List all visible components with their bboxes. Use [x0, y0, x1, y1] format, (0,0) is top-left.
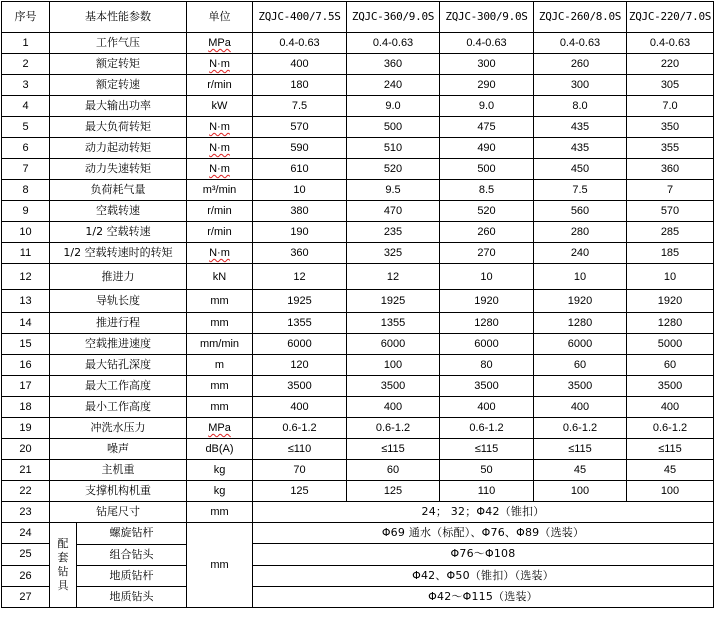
row-unit: [187, 33, 253, 54]
row-index: 6: [2, 138, 50, 159]
row-value: 0.6-1.2: [347, 418, 440, 439]
table-row: [2, 75, 714, 96]
row-value: 500: [440, 159, 534, 180]
table-row: [2, 201, 714, 222]
row-value: 400: [253, 54, 347, 75]
row-index: 16: [2, 355, 50, 376]
row-unit-text: r/min: [207, 79, 232, 91]
row-index: 7: [2, 159, 50, 180]
row-value: 0.4-0.63: [627, 33, 714, 54]
row-unit-text: N·m: [209, 247, 230, 259]
row-value: 570: [253, 117, 347, 138]
table-row: [2, 334, 714, 355]
row-value: 8.0: [534, 96, 627, 117]
row-value: 60: [347, 460, 440, 481]
tooling-item-name: 螺旋钻杆: [77, 523, 186, 544]
row-value: 300: [534, 75, 627, 96]
table-row: [2, 138, 714, 159]
row-value: 610: [253, 159, 347, 180]
row-value: 305: [627, 75, 714, 96]
row-value: 3500: [627, 376, 714, 397]
header-model: ZQJC-400/7.5S: [253, 2, 347, 33]
row-index: 27: [2, 586, 50, 607]
row-value: 435: [534, 138, 627, 159]
row-param: 负荷耗气量: [50, 180, 187, 201]
row-unit: [187, 96, 253, 117]
row-value: 6000: [534, 334, 627, 355]
row-unit-text: kN: [212, 270, 227, 283]
row-value: 5000: [627, 334, 714, 355]
row-index: 12: [2, 264, 50, 290]
row-index: 18: [2, 397, 50, 418]
row-span-value: 24； 32；Φ42（锥扣）: [253, 502, 714, 523]
row-value: 570: [627, 201, 714, 222]
row-unit: [187, 138, 253, 159]
row-value: 290: [440, 75, 534, 96]
row-unit-text: mm: [210, 401, 229, 413]
row-unit: [187, 376, 253, 397]
row-param: 1/2 空载转速: [50, 222, 187, 243]
row-value: 3500: [440, 376, 534, 397]
row-unit: [187, 355, 253, 376]
row-unit-text: mm: [210, 295, 229, 307]
row-value: ≤115: [534, 439, 627, 460]
row-value: 8.5: [440, 180, 534, 201]
row-value: 500: [347, 117, 440, 138]
row-value: 7: [627, 180, 714, 201]
row-value: 520: [347, 159, 440, 180]
row-value: 0.6-1.2: [440, 418, 534, 439]
row-value: 285: [627, 222, 714, 243]
row-value: 1355: [253, 313, 347, 334]
row-value: 3500: [534, 376, 627, 397]
row-unit: [187, 334, 253, 355]
row-value: 1355: [347, 313, 440, 334]
tooling-item-name: 组合钻头: [77, 544, 186, 565]
row-value: 6000: [440, 334, 534, 355]
row-index: 9: [2, 201, 50, 222]
row-value: 490: [440, 138, 534, 159]
row-value: 7.0: [627, 96, 714, 117]
row-value: 355: [627, 138, 714, 159]
row-value: 1920: [534, 290, 627, 313]
tooling-label-text: 配套钻具: [57, 537, 69, 592]
row-value: 185: [627, 243, 714, 264]
row-unit-text: MPa: [208, 422, 231, 434]
row-index: 2: [2, 54, 50, 75]
table-row: [2, 502, 714, 523]
row-unit: [187, 313, 253, 334]
table-row: [2, 180, 714, 201]
header-model: ZQJC-260/8.0S: [534, 2, 627, 33]
row-value: 60: [534, 355, 627, 376]
row-value: 1280: [534, 313, 627, 334]
row-param: 冲洗水压力: [50, 418, 187, 439]
table-row: [2, 397, 714, 418]
row-value: 400: [534, 397, 627, 418]
row-value: 100: [347, 355, 440, 376]
tooling-names: [77, 523, 187, 607]
header-model: ZQJC-360/9.0S: [347, 2, 440, 33]
row-unit: [187, 481, 253, 502]
row-value: 240: [347, 75, 440, 96]
row-index: 5: [2, 117, 50, 138]
row-value: 125: [253, 481, 347, 502]
row-index: 20: [2, 439, 50, 460]
row-value: 100: [627, 481, 714, 502]
row-unit: mm: [187, 502, 253, 523]
table-row: [2, 222, 714, 243]
row-param: 导轨长度: [50, 290, 187, 313]
row-unit-text: N·m: [209, 142, 230, 154]
row-value: 10: [440, 264, 534, 290]
row-unit-text: kg: [213, 464, 226, 476]
row-index: 15: [2, 334, 50, 355]
row-unit-text: MPa: [208, 37, 231, 49]
row-param: 最大工作高度: [50, 376, 187, 397]
row-param: 最大负荷转矩: [50, 117, 187, 138]
row-value: 280: [534, 222, 627, 243]
row-unit-text: mm: [210, 317, 229, 329]
row-value: 560: [534, 201, 627, 222]
row-value: 50: [440, 460, 534, 481]
row-value: 260: [440, 222, 534, 243]
row-value: 12: [347, 264, 440, 290]
row-value: 1925: [347, 290, 440, 313]
row-value: 470: [347, 201, 440, 222]
row-index: 23: [2, 502, 50, 523]
row-value: 475: [440, 117, 534, 138]
row-unit: [187, 397, 253, 418]
row-param: 最大输出功率: [50, 96, 187, 117]
row-value: 590: [253, 138, 347, 159]
row-param: 钻尾尺寸: [50, 502, 187, 523]
row-value: 400: [440, 397, 534, 418]
row-value: 0.4-0.63: [534, 33, 627, 54]
row-value: 0.6-1.2: [534, 418, 627, 439]
row-index: 21: [2, 460, 50, 481]
row-unit: [187, 159, 253, 180]
row-value: 1920: [627, 290, 714, 313]
row-value: 70: [253, 460, 347, 481]
row-value: 100: [534, 481, 627, 502]
row-unit: [187, 222, 253, 243]
row-index: 10: [2, 222, 50, 243]
table-row: [2, 418, 714, 439]
row-value: ≤115: [440, 439, 534, 460]
row-value: 400: [253, 397, 347, 418]
row-value: 0.6-1.2: [253, 418, 347, 439]
table-row: [2, 376, 714, 397]
table-row: [2, 290, 714, 313]
row-value: 400: [347, 397, 440, 418]
row-value: 9.5: [347, 180, 440, 201]
row-index: 4: [2, 96, 50, 117]
table-row: [2, 264, 714, 290]
row-index: 24: [2, 523, 50, 544]
table-row: [2, 481, 714, 502]
row-index: 19: [2, 418, 50, 439]
row-value: 240: [534, 243, 627, 264]
row-param: 主机重: [50, 460, 187, 481]
tooling-item-value: Φ42、Φ50（锥扣）（选装）: [253, 565, 714, 586]
row-value: 1280: [627, 313, 714, 334]
table-row: [2, 460, 714, 481]
row-index: 17: [2, 376, 50, 397]
tooling-label: [50, 523, 77, 607]
row-value: 6000: [347, 334, 440, 355]
row-index: 14: [2, 313, 50, 334]
row-value: 0.4-0.63: [347, 33, 440, 54]
row-index: 26: [2, 565, 50, 586]
row-value: 235: [347, 222, 440, 243]
row-value: 45: [534, 460, 627, 481]
row-unit: [187, 290, 253, 313]
row-unit-text: m: [214, 359, 225, 371]
row-index: 11: [2, 243, 50, 264]
row-unit-text: mm: [210, 380, 229, 392]
table-row: [2, 439, 714, 460]
row-value: 435: [534, 117, 627, 138]
row-unit-text: dB(A): [205, 443, 234, 455]
row-param: 推进行程: [50, 313, 187, 334]
row-value: ≤110: [253, 439, 347, 460]
row-value: 1280: [440, 313, 534, 334]
row-value: 120: [253, 355, 347, 376]
table-row: [2, 54, 714, 75]
row-unit-text: r/min: [207, 226, 232, 238]
row-value: 325: [347, 243, 440, 264]
row-unit-text: N·m: [209, 163, 230, 175]
row-value: 0.6-1.2: [627, 418, 714, 439]
row-param: 额定转速: [50, 75, 187, 96]
row-value: 350: [627, 117, 714, 138]
row-value: 220: [627, 54, 714, 75]
table-row: [2, 117, 714, 138]
tooling-group: [50, 523, 187, 608]
row-param: 最小工作高度: [50, 397, 187, 418]
row-value: 300: [440, 54, 534, 75]
tooling-item-value: Φ42～Φ115（选装）: [253, 586, 714, 607]
row-index: 8: [2, 180, 50, 201]
row-unit: [187, 460, 253, 481]
table-row: [2, 355, 714, 376]
row-value: 10: [534, 264, 627, 290]
row-value: 1925: [253, 290, 347, 313]
table-row: [2, 33, 714, 54]
row-unit-text: m³/min: [202, 184, 237, 196]
row-param: 动力起动转矩: [50, 138, 187, 159]
row-unit-text: N·m: [209, 58, 230, 70]
row-param: 最大钻孔深度: [50, 355, 187, 376]
row-param: 空载转速: [50, 201, 187, 222]
row-unit: [187, 201, 253, 222]
row-param: 动力失速转矩: [50, 159, 187, 180]
row-unit: [187, 180, 253, 201]
header-model: ZQJC-300/9.0S: [440, 2, 534, 33]
row-value: 360: [253, 243, 347, 264]
tooling-item-value: Φ69 通水（标配）、Φ76、Φ89（选装）: [253, 523, 714, 544]
row-value: ≤115: [627, 439, 714, 460]
row-unit-text: mm/min: [199, 338, 240, 350]
tooling-item-name: 地质钻头: [109, 589, 154, 603]
row-unit-text: kW: [211, 100, 228, 112]
row-unit-text: kg: [213, 485, 226, 497]
row-unit: [187, 264, 253, 290]
row-value: 7.5: [253, 96, 347, 117]
tooling-item-value: Φ76～Φ108: [253, 544, 714, 565]
tooling-unit: mm: [187, 523, 253, 608]
row-value: 10: [253, 180, 347, 201]
row-unit: [187, 117, 253, 138]
row-unit: [187, 243, 253, 264]
row-param: 支撑机构机重: [50, 481, 187, 502]
row-param: 噪声: [50, 439, 187, 460]
row-value: 125: [347, 481, 440, 502]
row-param: 推进力: [50, 264, 187, 290]
row-value: 0.4-0.63: [253, 33, 347, 54]
row-value: 110: [440, 481, 534, 502]
row-value: 45: [627, 460, 714, 481]
row-value: 360: [347, 54, 440, 75]
row-value: 180: [253, 75, 347, 96]
row-value: 360: [627, 159, 714, 180]
row-value: 450: [534, 159, 627, 180]
spec-table: [1, 1, 714, 608]
row-value: 80: [440, 355, 534, 376]
row-index: 13: [2, 290, 50, 313]
row-value: 6000: [253, 334, 347, 355]
row-unit-text: r/min: [207, 205, 232, 217]
row-value: 7.5: [534, 180, 627, 201]
row-value: 60: [627, 355, 714, 376]
row-value: 12: [253, 264, 347, 290]
header-param: 基本性能参数: [50, 2, 187, 33]
header-unit: 单位: [187, 2, 253, 33]
row-unit: [187, 75, 253, 96]
table-row: [2, 313, 714, 334]
row-value: 190: [253, 222, 347, 243]
row-value: 10: [627, 264, 714, 290]
row-value: 400: [627, 397, 714, 418]
row-value: 0.4-0.63: [440, 33, 534, 54]
row-param: 额定转矩: [50, 54, 187, 75]
row-index: 1: [2, 33, 50, 54]
row-unit: [187, 54, 253, 75]
row-param: 工作气压: [50, 33, 187, 54]
tooling-row: [2, 523, 714, 544]
row-value: 260: [534, 54, 627, 75]
row-unit: [187, 418, 253, 439]
header-row: [2, 2, 714, 33]
row-index: 3: [2, 75, 50, 96]
row-value: 520: [440, 201, 534, 222]
row-param: 1/2 空载转速时的转矩: [50, 243, 187, 264]
row-value: 3500: [253, 376, 347, 397]
row-value: 510: [347, 138, 440, 159]
header-model: ZQJC-220/7.0S: [627, 2, 714, 33]
row-value: 9.0: [347, 96, 440, 117]
row-unit-text: N·m: [209, 121, 230, 133]
row-value: 1920: [440, 290, 534, 313]
table-row: [2, 243, 714, 264]
row-value: 9.0: [440, 96, 534, 117]
row-unit: [187, 439, 253, 460]
row-param: 空载推进速度: [50, 334, 187, 355]
header-index: 序号: [2, 2, 50, 33]
tooling-item-name: 地质钻杆: [77, 565, 186, 586]
table-row: [2, 96, 714, 117]
table-row: [2, 159, 714, 180]
row-value: 3500: [347, 376, 440, 397]
row-value: 270: [440, 243, 534, 264]
row-value: ≤115: [347, 439, 440, 460]
row-index: 22: [2, 481, 50, 502]
row-index: 25: [2, 544, 50, 565]
row-value: 380: [253, 201, 347, 222]
